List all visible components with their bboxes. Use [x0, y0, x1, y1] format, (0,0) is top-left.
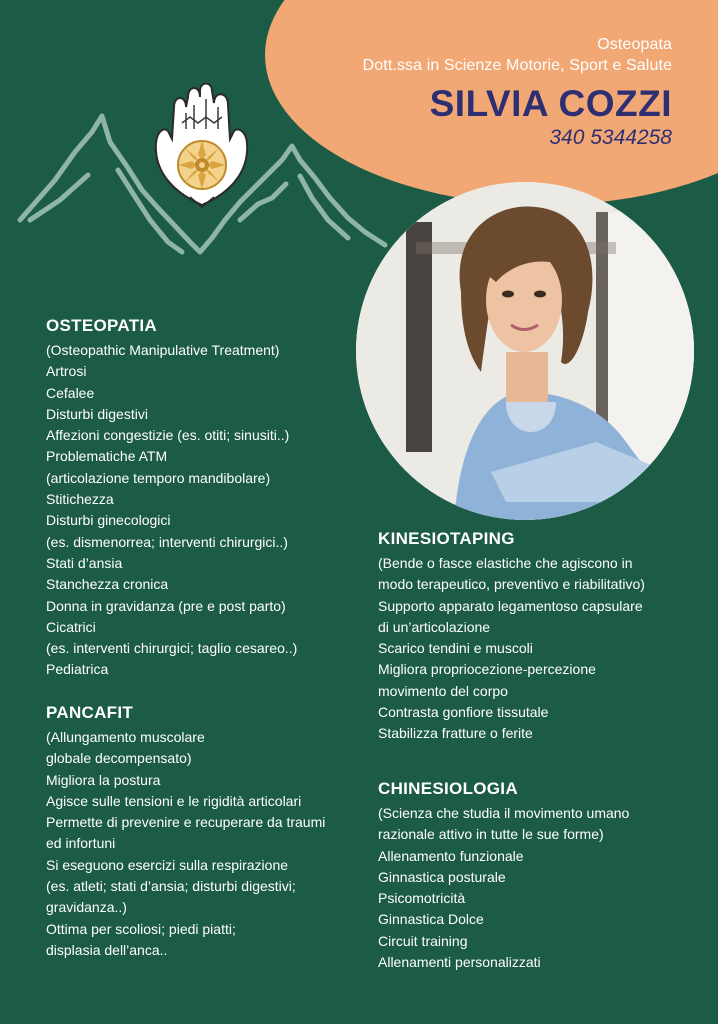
- list-item: displasia dell’anca..: [46, 941, 168, 958]
- list-item: Stanchezza cronica: [46, 576, 169, 593]
- list-item: Problematiche ATM: [46, 448, 168, 465]
- hamsa-icon: [150, 83, 254, 213]
- list-item: Permette di prevenire e recuperare da traumi: [46, 814, 326, 831]
- list-item: (Allungamento muscolare: [46, 729, 205, 745]
- degree-text: Dott.ssa in Scienze Motorie, Sport e Salute: [362, 57, 672, 74]
- list-item: (es. dismenorrea; interventi chirurgici..): [46, 533, 288, 550]
- header: [363, 34, 672, 150]
- list-item: Affezioni congestizie (es. otiti; sinusiti..): [46, 427, 290, 444]
- list-item: Supporto apparato legamentoso capsulare: [378, 597, 643, 614]
- list-item: Scarico tendini e muscoli: [378, 640, 533, 657]
- list-item: Stitichezza: [46, 491, 114, 508]
- list-item: Migliora propriocezione-percezione: [378, 661, 596, 678]
- list-item: (Bende o fasce elastiche che agiscono in: [378, 555, 633, 571]
- list-item: razionale attivo in tutte le sue forme): [378, 826, 604, 843]
- phone-number[interactable]: 340 5344258: [549, 126, 672, 149]
- list-item: (Osteopathic Manipulative Treatment): [46, 342, 280, 358]
- list-item: Psicomotricità: [378, 890, 466, 907]
- list-item: Ginnastica Dolce: [378, 911, 484, 928]
- section-osteopatia: [46, 315, 297, 681]
- list-item: Ginnastica posturale: [378, 868, 506, 885]
- section-kinesiotaping: [378, 528, 645, 745]
- list-item: gravidanza..): [46, 899, 127, 916]
- role-text: Osteopata: [597, 36, 672, 53]
- list-item: Donna in gravidanza (pre e post parto): [46, 597, 286, 614]
- practitioner-name: SILVIA COZZI: [429, 83, 672, 124]
- list-item: Stati d’ansia: [46, 554, 123, 571]
- list-item: di un’articolazione: [378, 618, 491, 635]
- section-title: KINESIOTAPING: [378, 529, 515, 548]
- section-pancafit: [46, 702, 325, 961]
- list-item: Ottima per scoliosi; piedi piatti;: [46, 920, 236, 937]
- list-item: (es. atleti; stati d’ansia; disturbi digestivi;: [46, 878, 296, 895]
- list-item: Si eseguono esercizi sulla respirazione: [46, 856, 289, 873]
- portrait-photo: [356, 182, 694, 520]
- list-item: Stabilizza fratture o ferite: [378, 725, 533, 742]
- list-item: Allenamenti personalizzati: [378, 954, 541, 971]
- list-item: Contrasta gonfiore tissutale: [378, 704, 549, 721]
- list-item: modo terapeutico, preventivo e riabilitativo): [378, 576, 645, 593]
- list-item: Disturbi ginecologici: [46, 512, 171, 529]
- list-item: globale decompensato): [46, 750, 192, 767]
- list-item: Allenamento funzionale: [378, 847, 524, 864]
- list-item: Migliora la postura: [46, 771, 161, 788]
- list-item: (Scienza che studia il movimento umano: [378, 805, 630, 821]
- section-title: PANCAFIT: [46, 703, 134, 722]
- list-item: Artrosi: [46, 363, 87, 380]
- section-chinesiologia: [378, 778, 629, 973]
- list-item: Circuit training: [378, 932, 468, 949]
- list-item: Agisce sulle tensioni e le rigidità articolari: [46, 792, 302, 809]
- list-item: Pediatrica: [46, 661, 109, 678]
- list-item: (articolazione temporo mandibolare): [46, 469, 271, 486]
- list-item: movimento del corpo: [378, 682, 508, 699]
- list-item: (es. interventi chirurgici; taglio cesareo..): [46, 640, 298, 657]
- section-title: OSTEOPATIA: [46, 316, 157, 335]
- list-item: ed infortuni: [46, 835, 116, 852]
- list-item: Cicatrici: [46, 618, 96, 635]
- section-title: CHINESIOLOGIA: [378, 779, 518, 798]
- list-item: Cefalee: [46, 384, 95, 401]
- list-item: Disturbi digestivi: [46, 405, 148, 422]
